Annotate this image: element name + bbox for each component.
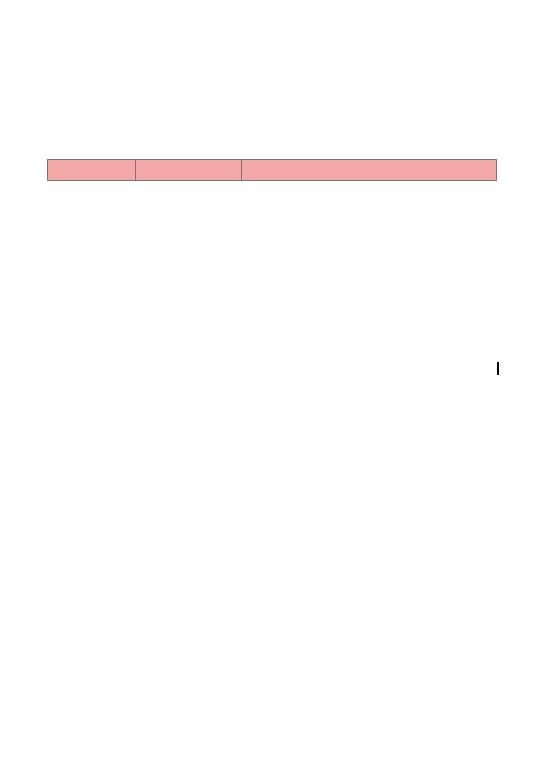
text-cursor (497, 362, 499, 375)
column-header-teacher (241, 160, 496, 181)
ladybug-border-right (498, 44, 528, 734)
column-header-room (135, 160, 241, 181)
ladybug-border-left (18, 44, 48, 734)
column-header-class (48, 160, 136, 181)
class-room-table (47, 159, 497, 181)
table-header-row (48, 160, 497, 181)
ladybug-border-bottom (0, 734, 546, 760)
document-header (47, 22, 497, 48)
page-title (47, 22, 497, 46)
